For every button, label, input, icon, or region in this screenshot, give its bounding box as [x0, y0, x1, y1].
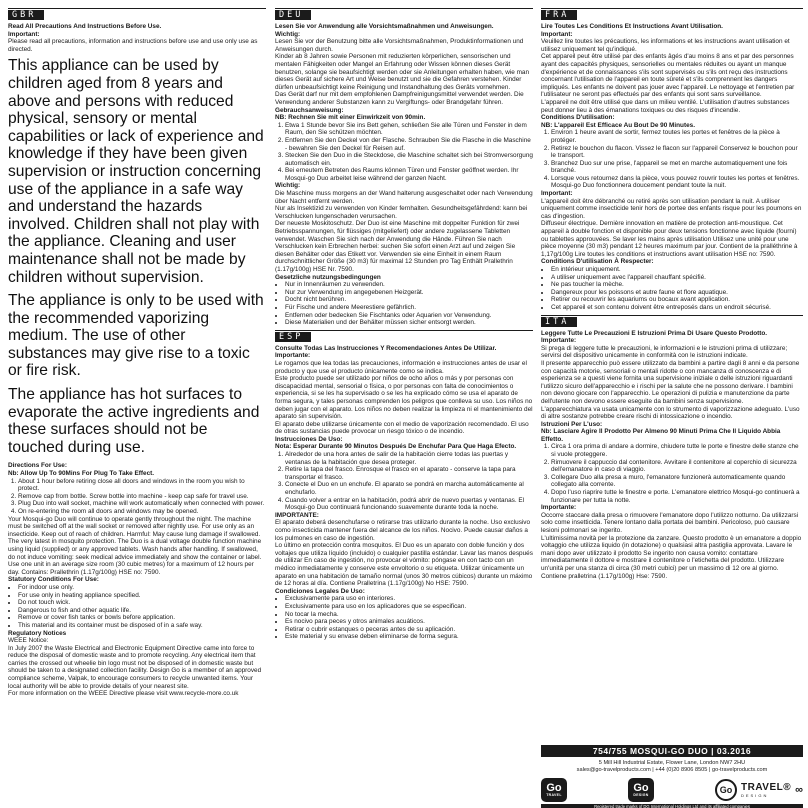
esp-important-label-2: IMPORTANTE:: [275, 511, 319, 519]
list-item: 2. Rimuovere il cappuccio dal contenitore. Avvitare il contenitore al coperchio di sicurezza dell'emanatore in caso di viaggio.: [551, 459, 803, 474]
ita-important-label-2: Importante:: [541, 504, 577, 512]
gbr-weee-text: In July 2007 the Waste Electrical and Electronic Equipment Directive came into force to reduce the disposal of domestic waste and to promote recycling. Any electrical item that carries the crossed out wheelie bin logo must not be disposed of in domestic waste but should be taken to a designated collection facility. Design Go is a member of an approved compliance scheme, Valpak, to encourage consumers to recycle unwanted items. Your local authority will be able to provide details of your nearest site.: [8, 644, 262, 690]
gbr-statutory-heading: Statutory Conditions For Use:: [8, 576, 99, 584]
list-item: • En intérieur uniquement.: [551, 266, 803, 274]
gbr-intro-text: Please read all precautions, information and instructions before use and use only use as directed.: [8, 38, 258, 53]
fra-steps: [541, 129, 803, 190]
list-item: • Este material y su envase deben eliminarse de forma segura.: [285, 633, 533, 641]
list-item: • Cet appareil et son contenu doivent être entreposés dans un endroit sécurisé.: [551, 304, 803, 312]
deu-tag: DEU: [275, 10, 311, 20]
esp-legal-list: [275, 595, 533, 641]
ita-text-4: Occorre staccare dalla presa o rimuovere l'emanatore dopo l'utilizzo notturno. Da utilizzarsi solo come insetticida. Tenere lontano dalla portata dei bambini. Pericoloso, può causare lesioni polmonari se ingerito.: [541, 511, 799, 534]
list-item: 2. Entfernen Sie den Deckel von der Flasche. Schrauben Sie die Flasche in die Maschine - bewahren Sie den Deckel für Reisen auf.: [285, 137, 533, 152]
esp-intro-heading: Consulte Todas Las Instrucciones Y Recomendaciones Antes De Utilizar.: [275, 344, 497, 352]
infinity-icon: ∞: [795, 784, 803, 796]
gbr-big-warning-1: This appliance can be used by children aged from 8 years and above and persons with reduced physical, sensory or mental capabilities or lack of experience and knowledge if they have been given supervision or instruction concerning use of the appliance in a safe way and understand the hazards involved. Children shall not play with the appliance. Cleaning and user maintenance shall not be made by children without supervision.: [8, 57, 264, 286]
list-item: • For use only in heating appliance specified.: [18, 592, 266, 600]
esp-steps: [275, 451, 533, 512]
deu-legal-heading: Gesetzliche nutzungsbedingungen: [275, 273, 381, 281]
list-item: 1. Etwa 1 Stunde bevor Sie ins Bett gehen, schließen Sie alle Türen und Fenster in dem Raum, den Sie schützen möchten.: [285, 122, 533, 137]
esp-tag: ESP: [275, 332, 311, 342]
go-design-logo: Go DESIGN: [628, 778, 654, 802]
list-item: • Exclusivamente para uso en los aplicadores que se especifican.: [285, 603, 533, 611]
list-item: • Docht nicht berühren.: [285, 296, 533, 304]
list-item: 1. Alrededor de una hora antes de salir de la habitación cierre todas las puertas y ventanas de la habitación que desea proteger.: [285, 451, 533, 466]
gbr-statutory-list: [8, 584, 266, 630]
ita-nb: Nb: Lasciare Agire Il Prodotto Per Almeno 90 Minuti Prima Che Il Liquido Abbia Effetto.: [541, 428, 781, 443]
gbr-directions-heading: Directions For Use:: [8, 462, 67, 470]
footer: [541, 745, 803, 808]
gbr-steps: [8, 478, 266, 516]
list-item: 4. Cuando volver a entrar en la habitación, podrá abrir de nuevo puertas y ventanas. El Mosqui-go Duo continuará funcionando suavemente durante toda la noche.: [285, 497, 533, 512]
esp-text-1: Le rogamos que lea todas las precauciones, información e instrucciones antes de usar el producto y que use el producto únicamente como se indica.: [275, 359, 527, 375]
gbr-weee-label: WEEE Notice:: [8, 637, 49, 645]
fra-important-label-2: Important:: [541, 190, 573, 198]
deu-important-label: Wichtig:: [275, 30, 301, 38]
esp-important-label: Importante:: [275, 352, 311, 360]
list-item: • For indoor use only.: [18, 584, 266, 592]
deu-usage-heading: Gebrauchsanweisung:: [275, 106, 344, 114]
list-item: 4. Dopo l'uso riaprire tutte le finestre e porte. L'emanatore elettrico Mosqui-go continuerà a funzionare per tutta la notte.: [551, 489, 803, 504]
go-circle-logo: Go: [715, 779, 737, 801]
list-item: 3. Conecte el Duo en un enchufe. El aparato se pondrá en marcha automáticamente al enchufarlo.: [285, 481, 533, 496]
list-item: 4. Bei erneutem Betreten des Raums können Türen und Fenster geöffnet werden. Ihr Mosqui-go Duo arbeitet leise während der ganzen Nacht.: [285, 167, 533, 182]
list-item: • Retirar o cubrir estanques o peceras antes de su aplicación.: [285, 626, 533, 634]
deu-legal-list: [275, 281, 533, 327]
list-item: • Exclusivamente para uso en interiores.: [285, 595, 533, 603]
esp-text-4: El aparato deberá desenchufarse o retirarse tras utilizarlo durante la noche. Uso exclusivo como insecticida mantener fuera del alcance de los niños. Nocivo. Puede causar daños a los pulmones en caso de ingestión.: [275, 519, 531, 542]
esp-text-2: Este producto puede ser utilizado por niños de ocho años o más y por personas con discapacidad mental, sensorial o física, o por personas con falta de conocimientos o experiencia, si se les ha supervisado o se les ha explicado cómo se usa el aparato de forma segura, y tales personas comprenden los peligros que conlleva su uso. Los niños no deben jugar con el aparato. Los niños no deben realizar la limpieza ni el mantenimiento del aparato sin supervisión.: [275, 375, 533, 421]
deu-intro-heading: Lesen Sie vor Anwendung alle Vorsichtsmaßnahmen und Anweisungen.: [275, 23, 494, 30]
deu-esp-column: [275, 8, 533, 641]
gbr-warning-text: The very latest in mosquito protection. The Duo is a dual voltage double function machine using liquid (supplied) or any approved tablets. Wash hands after handling. If swallowed, do not induce vomiting: seek medical advice immediately and show the container or label. Use one unit in an average size room (30 cubic metres) for a maximum of 12 hours per day. Contains: Prallethrin (1.17g/100g) HSE no: 7590.: [8, 538, 262, 576]
deu-text-3: Das Gerät darf nur mit dem empfohlenen Dampfreinigungsmittel verwendet werden. Die Verwendung anderer Substanzen kann zu Vergiftungs- oder Brandgefahr führen.: [275, 91, 524, 106]
list-item: • Retirer ou recouvrir les aquariums ou bocaux avant application.: [551, 296, 803, 304]
esp-text-5: Lo último en protección contra mosquitos. El Duo es un aparato con doble función y dos voltajes que utiliza líquido (incluido) o cualquier pastilla estándar. Lavar las manos después de utilizar En caso de ingestión, no provocar el vómito: póngase en con tacto con un médico inmediatamente y conserve este envoltorio o su etiqueta. Utilizar únicamente un aparato en una habitación de tamaño normal (unos 30 metros cúbicos) durante un máximo de 12 horas al día. Contiene Pralletrina (1.17g/100g) No HSE: 7590.: [275, 542, 533, 588]
deu-nb: NB: Rechnen Sie mit einer Einwirkzeit von 90min.: [275, 114, 426, 122]
fra-text-4: L'appareil doit être débranché ou retiré après son utilisation pendant la nuit. A utiliser uniquement comme insecticide tenir hors de portee des enfants risque pour les poumons en cas d'ingestion.: [541, 197, 802, 220]
fra-important-label: Important:: [541, 30, 573, 38]
company-contact: sales@go-travelproducts.com | +44 (0)20 8906 8505 | go-travelproducts.com: [576, 767, 768, 773]
ita-text-3: L'apparecchiatura va usata unicamente con lo strumento di vaporizzazione adeguato. L'uso di altre sostanze potrebbe creare rischi di intossicazione o incendio.: [541, 405, 800, 421]
list-item: • No tocar la mecha.: [285, 611, 533, 619]
fra-usage-heading: Conditions D'utilisation:: [541, 114, 615, 122]
company-address: 5 Mill Hill Industrial Estate, Flower Lane, London NW7 2HU: [598, 760, 746, 766]
list-item: 3. Branchez Duo sur une prise, l'appareil se met en marche automatiquement une fois branché.: [551, 160, 803, 175]
deu-text-1: Lesen Sie vor der Benutzung bitte alle Vorsichtsmaßnahmen, Produktinformationen und Anweisungen durch.: [275, 38, 524, 53]
gbr-tag: GBR: [8, 10, 44, 20]
esp-nb: Nota: Esperar Durante 90 Minutos Después De Enchufar Para Que Haga Efecto.: [275, 443, 517, 451]
list-item: • Nur zur Verwendung im angegebenen Heizgerät.: [285, 289, 533, 297]
list-item: 2. Remove cap from bottle. Screw bottle into machine - keep cap safe for travel use.: [18, 493, 266, 501]
go-travel-logo: Go TRAVEL: [541, 778, 567, 802]
fra-text-5: Diffuseur électrique. Dernière innovation en matière de protection anti-moustique. Cet appareil à double fonction et disponible pour deux tensions fonctionne avec liquide (fourni) ou tablettes approuvées. Se laver les mains après utilisation Utilisez une unité pour une pièce moyenne (30 m3) pendant 12 heures maximum par jour. Contient de la pralléthrine à 1,17g/100g Lire toutes les conditions et instructions avant utilisation HSE no: 7590.: [541, 220, 798, 258]
fra-text-3: L'appareil ne doit être utilisé que dans un milieu ventilé. L'utilisation d'autres substances peut donner lieu à des émanations toxiques ou des risques d'incendie.: [541, 98, 790, 114]
deu-text-2: Kinder ab 8 Jahren sowie Personen mit reduzierten körperlichen, sensorischen und mentalen Fähigkeiten oder Mangel an Erfahrung oder Wissen können dieses Gerät benutzen, solange sie beaufsichtigt werden oder sie Anleitungen erhalten haben, wie man dieses Gerät auf sichere Art und Weise benutzt und sie die Gefahren verstehen. Kinder dürfen unbeaufsichtigt keine Reinigung und Instandhaltung des Geräts vornehmen.: [275, 53, 530, 91]
deu-steps: [275, 122, 533, 183]
deu-text-6: Der neueste Moskitoschutz. Der Duo ist eine Maschine mit doppelter Funktion für zwei Betriebsspannungen, für flüssiges (mitgeliefert) oder andere zugelassene Tabletten verwendet. Waschen Sie sich nach der Anwendung die Hände. Führen Sie nach Verschlucken kein Erbrechen herbei: suchen Sie sofort einen Arzt auf und zeigen Sie diesen Behälter oder das Etikett vor. Verwenden sie eine Einheit in einem Raum durchschnittlicher Größe (30 m3) für maximal 12 Stunden pro Tag Enthält Prallethrin (1.17g/100g) HSE Nr. 7590.: [275, 220, 520, 273]
list-item: • Entfernen oder bedecken Sie Fischtanks oder Aquarien vor Verwendung.: [285, 312, 533, 320]
ita-tag: ITA: [541, 317, 577, 327]
list-item: 4. Lorsque vous retournez dans la pièce, vous pouvez rouvrir toutes les portes et fenêtres. Mosqui-go Duo fonctionnera doucement pendant toute la nuit.: [551, 175, 803, 190]
list-item: • This material and its container must be disposed of in a safe way.: [18, 622, 266, 630]
list-item: 1. About 1 hour before retiring close all doors and windows in the room you wish to protect.: [18, 478, 266, 493]
fra-tag: FRA: [541, 10, 577, 20]
list-item: • Nur in Innenräumen zu verwenden.: [285, 281, 533, 289]
gbr-regulatory-heading: Regulatory Notices: [8, 629, 67, 637]
fra-text-1: Veuillez lire toutes les précautions, les informations et les instructions avant utilisation et utilisez uniquement tel qu'indiqué.: [541, 38, 790, 53]
gbr-important-label: Important:: [8, 30, 40, 38]
gbr-nb: Nb: Allow Up To 90Mins For Plug To Take Effect.: [8, 470, 155, 478]
ita-text-5: L'ultimissima novità per la protezione da zanzare. Questo prodotto è un emanatore a doppio voltaggio che utilizza liquido (in dotazione) o qualsiasi altra pastiglia approvata. Lavare le mani dopo aver utilizzato il prodotto Se ingerito non causa vomito: contattare immediatamente il dottore e mostrare il contenitore o l'etichetta del prodotto. Utilizzare un'unità per una stanza di circa (30 metri cubici) per un massimo di 12 ore al giorno. Contiene pralletrina (1.17g/100g) Hse: 7590.: [541, 534, 802, 580]
list-item: 2. Retirez le bouchon du flacon. Vissez le flacon sur l'appareil Conservez le bouchon pour le transport.: [551, 145, 803, 160]
gbr-column: [8, 8, 266, 698]
product-code-bar: 754/755 MOSQUI-GO DUO | 03.2016: [541, 745, 803, 757]
gbr-big-warning-3: The appliance has hot surfaces to evaporate the active ingredients and these surfaces should not be touched during use.: [8, 386, 260, 456]
list-item: 3. Plug Duo into wall socket, machine will work automatically when connected with power.: [18, 500, 266, 508]
list-item: 4. On re-entering the room all doors and windows may be opened.: [18, 508, 266, 516]
deu-text-4: Die Maschine muss morgens an der Wand halterung ausgeschaltet oder nach Verwendung über Nacht entfernt werden.: [275, 190, 533, 205]
fra-intro-heading: Lire Toutes Les Conditions Et Instructions Avant Utilisation.: [541, 23, 723, 30]
registered-trademark-notice: Registered trade marks of DG International Holdings Ltd and its affiliated companies: [541, 804, 803, 808]
ita-text-1: Si prega di leggere tutte le precauzioni, le informazioni e le istruzioni prima di utilizzare; servirsi del dispositivo unicamente in conformità con le istruzioni indicate.: [541, 344, 788, 360]
list-item: 1. Circa 1 ora prima di andare a dormire, chiudere tutte le porte e finestre delle stanze che si vuole proteggere.: [551, 443, 803, 458]
list-item: • A utiliser uniquement avec l'appareil chauffant spécifié.: [551, 274, 803, 282]
fra-nb: NB: L'appareil Est Efficace Au Bout De 90 Minutes.: [541, 121, 695, 129]
gbr-big-warning-2: The appliance is only to be used with the recommended vaporizing medium. The use of other substances may give rise to a toxic or fire risk.: [8, 292, 264, 380]
ita-important-label: Importante:: [541, 337, 577, 345]
logo-row: [541, 778, 803, 802]
list-item: • Es nocivo para peces y otros animales acuáticos.: [285, 618, 533, 626]
list-item: • Diese Materialien und der Behälter müssen sicher entsorgt werden.: [285, 319, 533, 327]
deu-text-5: Nur als Insektizid zu verwenden von Kinder fernhalten. Gesundheitsgefährdend: kann bei Verschlucken lungenschaden verursachen.: [275, 205, 528, 220]
gbr-weee-more: For more information on the WEEE Directive please visit www.recycle-more.co.uk: [8, 690, 239, 698]
list-item: 3. Collegare Duo alla presa a muro, l'emanatore funzionerà automaticamente quando collegato alla corrente.: [551, 474, 803, 489]
fra-text-2: Cet appareil peut être utilisé par des enfants âgés d'au moins 8 ans et par des personnes ayant des capacités physiques, sensorielles ou mentales réduites ou ayant un manque d'expérience et de connaissances s'ils sont supervisés ou s'ils ont reçu des instructions concernant l'utilisation de l'appareil en toute sûreté et s'ils comprennent les dangers impliqués. Les enfants ne doivent pas jouer avec l'appareil. Le nettoyage et l'entretien par l'utilisateur ne seront pas effectués par des enfants qui sont sans surveillance.: [541, 53, 795, 99]
fra-legal-list: [541, 266, 803, 312]
esp-text-3: El aparato debe utilizarse únicamente con el medio de vaporización recomendado. El uso de otras sustancias puede provocar un riesgo tóxico o de incendio.: [275, 420, 529, 436]
list-item: • Dangereux pour les poissons et autre faune et flore aquatique.: [551, 289, 803, 297]
brand-name: TRAVEL®: [741, 782, 792, 793]
list-item: 2. Retire la tapa del frasco. Enrosque el frasco en el aparato - conserve la tapa para transportar el frasco.: [285, 466, 533, 481]
esp-usage-heading: Instrucciones De Uso:: [275, 435, 343, 443]
ita-usage-heading: Istruzioni Per L'uso:: [541, 420, 603, 428]
ita-text-2: Il presente apparecchio può essere utilizzato da bambini a partire dagli 8 anni e da persone con capacità motorie, sensoriali o mentali ridotte o con mancanza di conoscenza e di esperienza se a questi viene fornita una supervisione iniziale o delle istruzioni riguardanti l'utilizzo sicuro dell'apparecchio e i rischi per la salute che ne possono derivare. I bambini non devono giocare con l'apparecchio. Le operazioni di pulizia e manutenzione da parte dell'utente non devono essere eseguite da bambini senza supervisione.: [541, 359, 800, 405]
ita-intro-heading: Leggere Tutte Le Precauzioni E Istruzioni Prima Di Usare Questo Prodotto.: [541, 329, 768, 337]
gbr-intro-heading: Read All Precautions And Instructions Before Use.: [8, 23, 162, 30]
list-item: 3. Stecken Sie den Duo in die Steckdose, die Maschine schaltet sich bei Stromversorgung automatisch ein.: [285, 152, 533, 167]
gbr-after-steps: Your Mosqui-go Duo will continue to operate gently throughout the night. The machine must be switched off at the wall socket or removed after nightly use. For use only as an insecticide. Keep out of reach of children. Harmful: May cause lung damage if swallowed.: [8, 515, 261, 538]
list-item: • Remove or cover fish tanks or bowls before application.: [18, 614, 266, 622]
fra-legal-heading: Conditions D'utilisation À Respecter:: [541, 258, 654, 266]
ita-steps: [541, 443, 803, 504]
list-item: 1. Environ 1 heure avant de sortir, fermez toutes les portes et fenêtres de la pièce à protéger.: [551, 129, 803, 144]
list-item: • Dangerous to fish and other aquatic life.: [18, 607, 266, 615]
brand-sub: DESIGN: [741, 793, 769, 798]
list-item: • Für Fische und andere Meerestiere gefährlich.: [285, 304, 533, 312]
esp-legal-heading: Condiciones Legales De Uso:: [275, 587, 365, 595]
fra-ita-column: [541, 8, 803, 580]
list-item: • Do not touch wick.: [18, 599, 266, 607]
deu-important-label-2: Wichtig:: [275, 182, 301, 190]
go-travel-design-brand: [715, 779, 803, 801]
list-item: • Ne pas toucher la mèche.: [551, 281, 803, 289]
